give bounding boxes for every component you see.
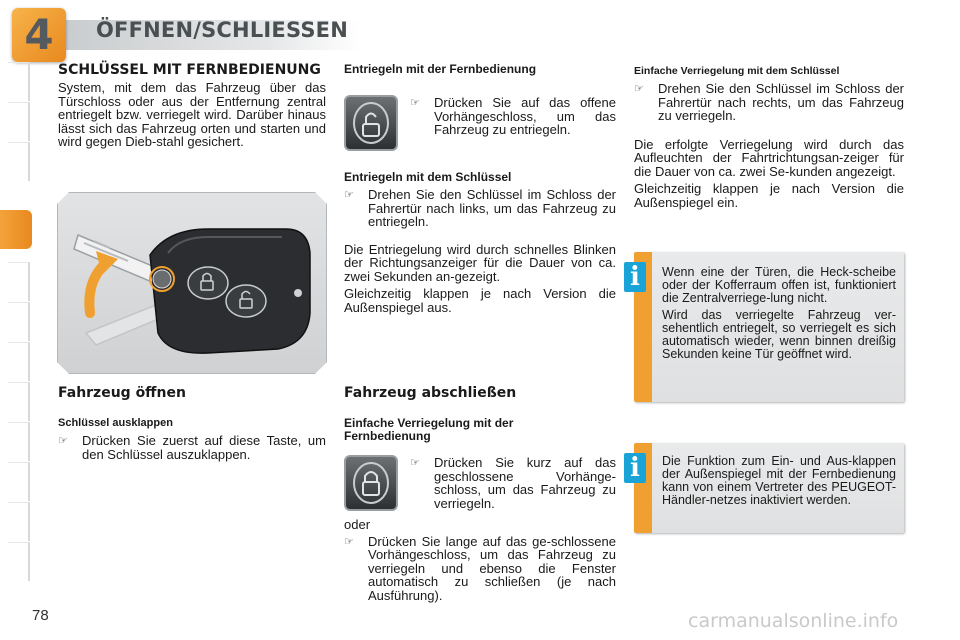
section-heading-lock: Fahrzeug abschließen [344,385,517,401]
pointing-hand-icon: ☞ [410,97,420,109]
bullet-simple-lock-wrap [410,456,616,510]
unlocked-padlock-icon [346,97,396,149]
column-2-key-unlock [344,171,616,314]
pointing-hand-icon: ☞ [634,83,644,95]
column-2-lock [344,386,616,443]
or-text: oder [344,517,371,532]
info-icon: i [624,262,646,292]
chapter-tab[interactable] [8,502,30,541]
info-1-paragraph-1: Wenn eine der Türen, die Heck-scheibe oder der Kofferraum offen ist, funktioniert die Zentralverriege-lung nicht. [662,265,896,305]
page-number: 78 [32,607,49,624]
bullet-remote-unlock-text: Drücken Sie auf das offene Vorhängeschloss, um das Fahrzeug zu entriegeln. [434,95,616,137]
bullet-unfold-text: Drücken Sie zuerst auf diese Taste, um den Schlüssel auszuklappen. [82,433,326,462]
chapter-tab[interactable] [8,302,30,341]
chapter-tab[interactable] [8,542,30,581]
locked-padlock-icon [346,457,396,509]
unlock-paragraph-1: Die Entriegelung wird durch schnelles Blinken der Richtungsanzeiger für die Dauer von ca. zwei Sekunden an-gezeigt. [344,241,616,284]
subheading-key-lock: Einfache Verriegelung mit dem Schlüssel [634,65,840,77]
chapter-tab[interactable] [8,142,30,181]
column-1-open [58,386,326,461]
bullet-long-press-text: Drücken Sie lange auf das ge-schlossene Vorhängeschloss, um das Fahrzeug zu verriegeln und ebenso die Fenster automatisch zu schließen (je nach Ausführung). [368,533,616,603]
bullet-key-unlock [344,188,616,229]
bullet-key-unlock-text: Drehen Sie den Schlüssel im Schloss der Fahrertür nach links, um das Fahrzeug zu entriegeln. [368,187,616,229]
unlock-button-image [344,95,398,151]
section-heading-open: Fahrzeug öffnen [58,385,186,401]
lock-paragraph-1: Die erfolgte Verriegelung wird durch das Aufleuchten der Fahrtrichtungsan-zeiger für die Dauer von ca. zwei Se-kunden angezeigt. [634,136,904,179]
bullet-simple-lock-text: Drücken Sie kurz auf das geschlossene Vorhänge-schloss, um das Fahrzeug zu verriegeln. [434,455,616,511]
chapter-tab[interactable] [8,102,30,141]
bullet-remote-unlock-wrap [410,96,616,137]
chapter-badge [12,8,66,62]
info-1-paragraph-2: Wird das verriegelte Fahrzeug ver-sehentlich entriegelt, so verriegelt es sich automatisch wieder, wenn binnen dreißig Sekunden keine Tür geöffnet wird. [662,308,896,361]
bullet-long-press [344,535,616,603]
chapter-tabs [0,62,34,582]
info-icon: i [624,453,646,483]
subheading-remote-unlock: Entriegeln mit der Fernbedienung [344,62,537,76]
chapter-tab[interactable] [8,422,30,461]
column-3 [634,65,904,209]
lock-paragraph-2: Gleichzeitig klappen je nach Version die Außenspiegel ein. [634,181,904,210]
unlock-paragraph-2: Gleichzeitig klappen je nach Version die Außenspiegel aus. [344,286,616,315]
key-illustration [58,193,328,375]
chapter-number: 4 [24,10,54,59]
pointing-hand-icon: ☞ [344,535,354,548]
bullet-key-lock [634,82,904,123]
info-2-paragraph: Die Funktion zum Ein- und Aus-klappen der Außenspiegel mit der Fernbedienung kann von einem Vertreter des PEUGEOT-Händler-netzes inaktiviert werden. [662,454,896,507]
bullet-unfold [58,434,326,461]
chapter-tab[interactable] [8,342,30,381]
pointing-hand-icon: ☞ [410,457,420,469]
info-box-central-locking [630,252,904,402]
page-title: ÖFFNEN/SCHLIESSEN [96,18,348,42]
watermark-url: carmanualsonline.info [688,610,899,632]
chapter-tab[interactable] [8,382,30,421]
lock-button-image [344,455,398,511]
key-photo [57,192,327,374]
intro-paragraph: System, mit dem das Fahrzeug über das Türschloss oder aus der Entfernung zentral entriegelt bzw. verriegelt wird. Darüber hinaus lässt sich das Fahrzeug orten und starten und wird gegen Dieb-stahl gesichert. [58,80,326,149]
info-box-mirrors [630,443,904,533]
pointing-hand-icon: ☞ [344,189,354,201]
column-1 [58,63,326,149]
column-2-long-press [344,518,616,602]
column-2 [344,63,616,76]
subheading-unfold: Schlüssel ausklappen [58,417,173,429]
subheading-key-unlock: Entriegeln mit dem Schlüssel [344,170,512,184]
chapter-tab[interactable] [8,462,30,501]
chapter-tab[interactable] [8,62,30,101]
chapter-tab[interactable] [8,262,30,301]
bullet-key-lock-text: Drehen Sie den Schlüssel im Schloss der Fahrertür nach rechts, um das Fahrzeug zu verriegeln. [658,81,904,123]
chapter-tab-active[interactable] [0,210,32,249]
subheading-simple-lock: Einfache Verriegelung mit der Fernbedienung [344,416,514,443]
pointing-hand-icon: ☞ [58,435,68,447]
bullet-simple-lock [410,456,616,510]
section-heading-remote-key: SCHLÜSSEL MIT FERNBEDIENUNG [58,62,321,78]
bullet-remote-unlock [410,96,616,137]
